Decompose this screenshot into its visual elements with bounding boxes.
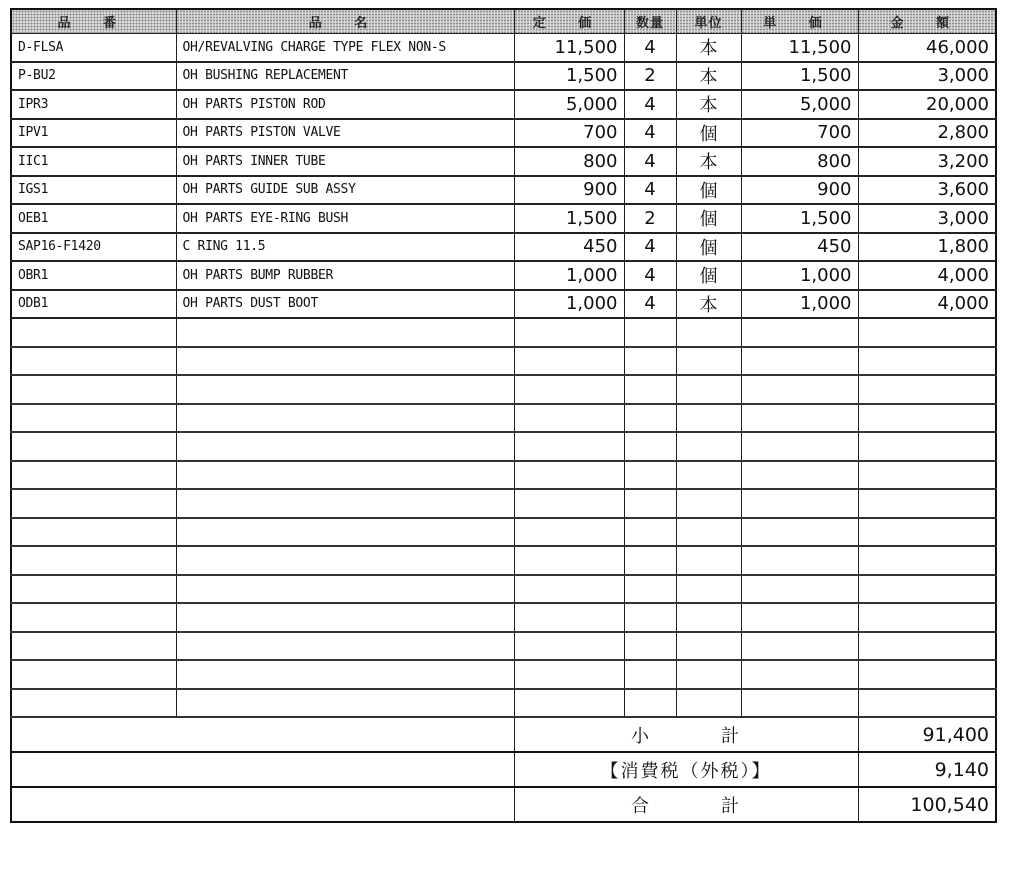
- empty-row: [11, 432, 996, 461]
- cell-qty: 4: [624, 290, 676, 319]
- empty-cell: [514, 489, 624, 518]
- table-row: [11, 233, 996, 262]
- cell-unit-price: 5,000: [741, 90, 858, 119]
- empty-cell: [624, 575, 676, 604]
- empty-cell: [514, 404, 624, 433]
- subtotal-label-a: 小: [631, 725, 651, 747]
- cell-name: OH PARTS EYE-RING BUSH: [176, 204, 514, 233]
- empty-cell: [514, 689, 624, 718]
- table-row: [11, 33, 996, 62]
- empty-cell: [676, 689, 741, 718]
- empty-cell: [176, 318, 514, 347]
- cell-name: OH PARTS INNER TUBE: [176, 147, 514, 176]
- empty-cell: [676, 660, 741, 689]
- empty-cell: [514, 461, 624, 490]
- empty-cell: [741, 461, 858, 490]
- empty-cell: [514, 432, 624, 461]
- empty-cell: [176, 489, 514, 518]
- cell-unit-price: 900: [741, 176, 858, 205]
- empty-cell: [11, 375, 176, 404]
- empty-cell: [11, 432, 176, 461]
- total-label: [514, 787, 858, 822]
- empty-cell: [858, 432, 996, 461]
- empty-cell: [624, 546, 676, 575]
- invoice-table: [10, 8, 997, 823]
- empty-cell: [176, 546, 514, 575]
- cell-unit: 個: [676, 233, 741, 262]
- cell-amount: 20,000: [858, 90, 996, 119]
- empty-cell: [676, 432, 741, 461]
- cell-unit: 本: [676, 290, 741, 319]
- empty-cell: [741, 660, 858, 689]
- empty-cell: [11, 404, 176, 433]
- table-row: [11, 147, 996, 176]
- cell-amount: 3,000: [858, 62, 996, 91]
- empty-cell: [741, 518, 858, 547]
- cell-amount: 1,800: [858, 233, 996, 262]
- empty-cell: [676, 575, 741, 604]
- subtotal-blank: [11, 717, 514, 752]
- total-blank: [11, 787, 514, 822]
- total-label-a: 合: [631, 795, 651, 817]
- cell-unit: 個: [676, 261, 741, 290]
- empty-cell: [741, 632, 858, 661]
- empty-cell: [858, 518, 996, 547]
- cell-unit-price: 1,500: [741, 62, 858, 91]
- empty-cell: [858, 461, 996, 490]
- empty-cell: [176, 603, 514, 632]
- empty-cell: [624, 603, 676, 632]
- cell-unit-price: 1,500: [741, 204, 858, 233]
- cell-list-price: 800: [514, 147, 624, 176]
- empty-cell: [624, 689, 676, 718]
- cell-list-price: 900: [514, 176, 624, 205]
- empty-cell: [676, 632, 741, 661]
- header-name: 品 名: [176, 9, 514, 33]
- empty-cell: [858, 489, 996, 518]
- table-row: [11, 261, 996, 290]
- subtotal-row: [11, 717, 996, 752]
- cell-unit: 個: [676, 119, 741, 148]
- empty-row: [11, 689, 996, 718]
- empty-cell: [624, 347, 676, 376]
- empty-cell: [514, 575, 624, 604]
- cell-list-price: 5,000: [514, 90, 624, 119]
- cell-qty: 2: [624, 62, 676, 91]
- tax-value: 9,140: [858, 752, 996, 787]
- empty-cell: [624, 375, 676, 404]
- cell-unit-price: 11,500: [741, 33, 858, 62]
- empty-cell: [514, 375, 624, 404]
- empty-cell: [741, 575, 858, 604]
- empty-cell: [858, 632, 996, 661]
- empty-cell: [741, 432, 858, 461]
- cell-amount: 3,200: [858, 147, 996, 176]
- empty-cell: [858, 660, 996, 689]
- cell-list-price: 450: [514, 233, 624, 262]
- empty-row: [11, 603, 996, 632]
- cell-unit: 本: [676, 33, 741, 62]
- header-amount: 金 額: [858, 9, 996, 33]
- empty-row: [11, 375, 996, 404]
- empty-cell: [741, 375, 858, 404]
- cell-list-price: 1,000: [514, 290, 624, 319]
- cell-unit-price: 1,000: [741, 290, 858, 319]
- empty-cell: [858, 404, 996, 433]
- header-list-price: 定 価: [514, 9, 624, 33]
- empty-cell: [514, 546, 624, 575]
- cell-qty: 4: [624, 119, 676, 148]
- empty-cell: [676, 518, 741, 547]
- cell-name: OH BUSHING REPLACEMENT: [176, 62, 514, 91]
- empty-row: [11, 347, 996, 376]
- cell-code: IPR3: [11, 90, 176, 119]
- subtotal-label: [514, 717, 858, 752]
- empty-cell: [176, 347, 514, 376]
- cell-unit: 本: [676, 62, 741, 91]
- empty-cell: [176, 660, 514, 689]
- empty-cell: [676, 546, 741, 575]
- empty-cell: [624, 660, 676, 689]
- empty-cell: [858, 546, 996, 575]
- table-row: [11, 90, 996, 119]
- cell-list-price: 700: [514, 119, 624, 148]
- cell-amount: 2,800: [858, 119, 996, 148]
- cell-list-price: 11,500: [514, 33, 624, 62]
- cell-list-price: 1,500: [514, 204, 624, 233]
- empty-cell: [741, 689, 858, 718]
- empty-cell: [624, 461, 676, 490]
- empty-cell: [624, 632, 676, 661]
- cell-unit-price: 700: [741, 119, 858, 148]
- summary-body: [11, 717, 996, 822]
- empty-cell: [514, 347, 624, 376]
- empty-cell: [858, 347, 996, 376]
- empty-cell: [11, 318, 176, 347]
- empty-cell: [676, 318, 741, 347]
- empty-cell: [514, 318, 624, 347]
- empty-cell: [741, 347, 858, 376]
- empty-cell: [11, 575, 176, 604]
- empty-cell: [11, 546, 176, 575]
- empty-cell: [11, 603, 176, 632]
- header-row: [11, 9, 996, 33]
- empty-cell: [624, 318, 676, 347]
- empty-cell: [176, 432, 514, 461]
- empty-row: [11, 575, 996, 604]
- subtotal-value: 91,400: [858, 717, 996, 752]
- total-label-b: 計: [721, 795, 741, 817]
- cell-name: OH PARTS BUMP RUBBER: [176, 261, 514, 290]
- empty-row: [11, 632, 996, 661]
- cell-list-price: 1,000: [514, 261, 624, 290]
- cell-qty: 4: [624, 261, 676, 290]
- cell-unit-price: 1,000: [741, 261, 858, 290]
- empty-cell: [11, 518, 176, 547]
- empty-cell: [676, 375, 741, 404]
- cell-amount: 3,000: [858, 204, 996, 233]
- cell-name: C RING 11.5: [176, 233, 514, 262]
- cell-qty: 2: [624, 204, 676, 233]
- cell-amount: 46,000: [858, 33, 996, 62]
- empty-cell: [858, 603, 996, 632]
- empty-cell: [676, 489, 741, 518]
- empty-cell: [514, 632, 624, 661]
- tax-blank: [11, 752, 514, 787]
- header-unit: 単位: [676, 9, 741, 33]
- empty-cell: [176, 689, 514, 718]
- empty-cell: [741, 318, 858, 347]
- empty-cell: [858, 689, 996, 718]
- cell-code: ODB1: [11, 290, 176, 319]
- cell-unit: 本: [676, 90, 741, 119]
- item-body: [11, 33, 996, 717]
- cell-code: D-FLSA: [11, 33, 176, 62]
- cell-qty: 4: [624, 147, 676, 176]
- empty-cell: [676, 347, 741, 376]
- empty-cell: [624, 432, 676, 461]
- empty-cell: [624, 404, 676, 433]
- cell-amount: 4,000: [858, 261, 996, 290]
- cell-code: IPV1: [11, 119, 176, 148]
- tax-row: [11, 752, 996, 787]
- cell-name: OH PARTS GUIDE SUB ASSY: [176, 176, 514, 205]
- empty-row: [11, 660, 996, 689]
- cell-code: IIC1: [11, 147, 176, 176]
- cell-unit: 個: [676, 176, 741, 205]
- header-code: 品 番: [11, 9, 176, 33]
- empty-cell: [676, 461, 741, 490]
- empty-cell: [624, 518, 676, 547]
- cell-amount: 3,600: [858, 176, 996, 205]
- empty-row: [11, 404, 996, 433]
- empty-row: [11, 489, 996, 518]
- cell-code: P-BU2: [11, 62, 176, 91]
- empty-cell: [176, 404, 514, 433]
- empty-row: [11, 318, 996, 347]
- empty-cell: [11, 347, 176, 376]
- cell-code: OEB1: [11, 204, 176, 233]
- empty-cell: [11, 632, 176, 661]
- empty-cell: [741, 603, 858, 632]
- table-row: [11, 119, 996, 148]
- empty-row: [11, 461, 996, 490]
- cell-unit: 個: [676, 204, 741, 233]
- cell-name: OH PARTS PISTON VALVE: [176, 119, 514, 148]
- empty-cell: [676, 603, 741, 632]
- empty-cell: [624, 489, 676, 518]
- empty-cell: [741, 546, 858, 575]
- cell-qty: 4: [624, 33, 676, 62]
- empty-cell: [11, 489, 176, 518]
- cell-qty: 4: [624, 176, 676, 205]
- empty-cell: [11, 461, 176, 490]
- empty-cell: [514, 603, 624, 632]
- cell-unit-price: 800: [741, 147, 858, 176]
- empty-cell: [11, 689, 176, 718]
- invoice-sheet: [10, 8, 995, 860]
- empty-cell: [858, 575, 996, 604]
- cell-name: OH PARTS DUST BOOT: [176, 290, 514, 319]
- cell-name: OH/REVALVING CHARGE TYPE FLEX NON-S: [176, 33, 514, 62]
- empty-cell: [858, 375, 996, 404]
- empty-cell: [514, 660, 624, 689]
- header-unit-price: 単 価: [741, 9, 858, 33]
- cell-list-price: 1,500: [514, 62, 624, 91]
- empty-cell: [858, 318, 996, 347]
- cell-qty: 4: [624, 90, 676, 119]
- empty-cell: [514, 518, 624, 547]
- empty-cell: [176, 375, 514, 404]
- table-row: [11, 290, 996, 319]
- empty-cell: [676, 404, 741, 433]
- cell-code: SAP16-F1420: [11, 233, 176, 262]
- empty-cell: [176, 575, 514, 604]
- empty-cell: [741, 489, 858, 518]
- empty-row: [11, 518, 996, 547]
- total-row: [11, 787, 996, 822]
- table-row: [11, 176, 996, 205]
- cell-name: OH PARTS PISTON ROD: [176, 90, 514, 119]
- subtotal-label-b: 計: [721, 725, 741, 747]
- table-row: [11, 204, 996, 233]
- header-qty: 数量: [624, 9, 676, 33]
- empty-cell: [176, 461, 514, 490]
- table-row: [11, 62, 996, 91]
- empty-cell: [176, 518, 514, 547]
- cell-code: IGS1: [11, 176, 176, 205]
- cell-unit-price: 450: [741, 233, 858, 262]
- cell-amount: 4,000: [858, 290, 996, 319]
- empty-cell: [11, 660, 176, 689]
- cell-code: OBR1: [11, 261, 176, 290]
- empty-cell: [741, 404, 858, 433]
- empty-row: [11, 546, 996, 575]
- cell-qty: 4: [624, 233, 676, 262]
- empty-cell: [176, 632, 514, 661]
- total-value: 100,540: [858, 787, 996, 822]
- tax-label: 【消費税（外税）】: [514, 752, 858, 787]
- cell-unit: 本: [676, 147, 741, 176]
